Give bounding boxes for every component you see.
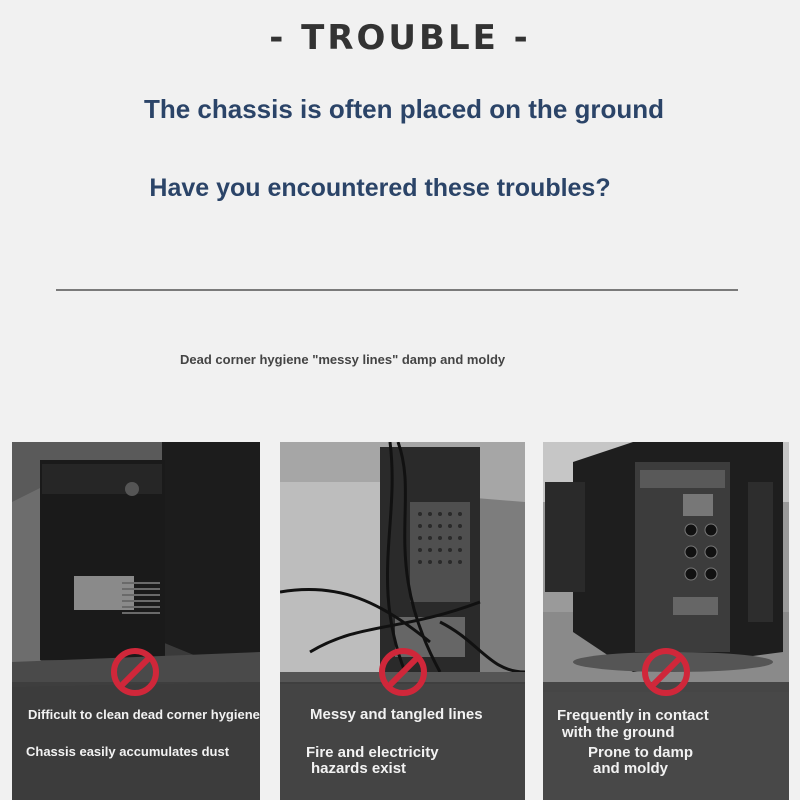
caption-text: Dead corner hygiene "messy lines" damp and moldy [180,352,506,367]
panel-3-line-4: and moldy [593,760,669,777]
panel-2-line-1: Messy and tangled lines [310,706,483,723]
caption-band [12,682,260,800]
caption-band [543,682,789,800]
panel-2-line-3: hazards exist [311,760,407,777]
prohibited-icon [110,647,160,697]
page-title: - TROUBLE - [269,18,531,58]
subtitle-chassis-on-ground: The chassis is often placed on the ground [143,94,665,124]
caption-band [280,682,525,800]
panel-2-line-2: Fire and electricity [306,744,439,761]
panel-dead-corner [12,442,260,800]
panel-3-line-3: Prone to damp [588,744,694,761]
panel-3-line-1: Frequently in contact [557,707,709,724]
prohibited-icon [378,647,428,697]
panel-damp-moldy [543,442,789,800]
panel-messy-lines [280,442,525,800]
divider-line [56,289,738,291]
panel-1-line-2: Chassis easily accumulates dust [26,744,230,759]
subtitle-question: Have you encountered these troubles? [149,174,611,202]
panel-3-line-2: with the ground [562,724,675,741]
prohibited-icon [641,647,691,697]
panel-1-line-1: Difficult to clean dead corner hygiene [28,707,260,722]
